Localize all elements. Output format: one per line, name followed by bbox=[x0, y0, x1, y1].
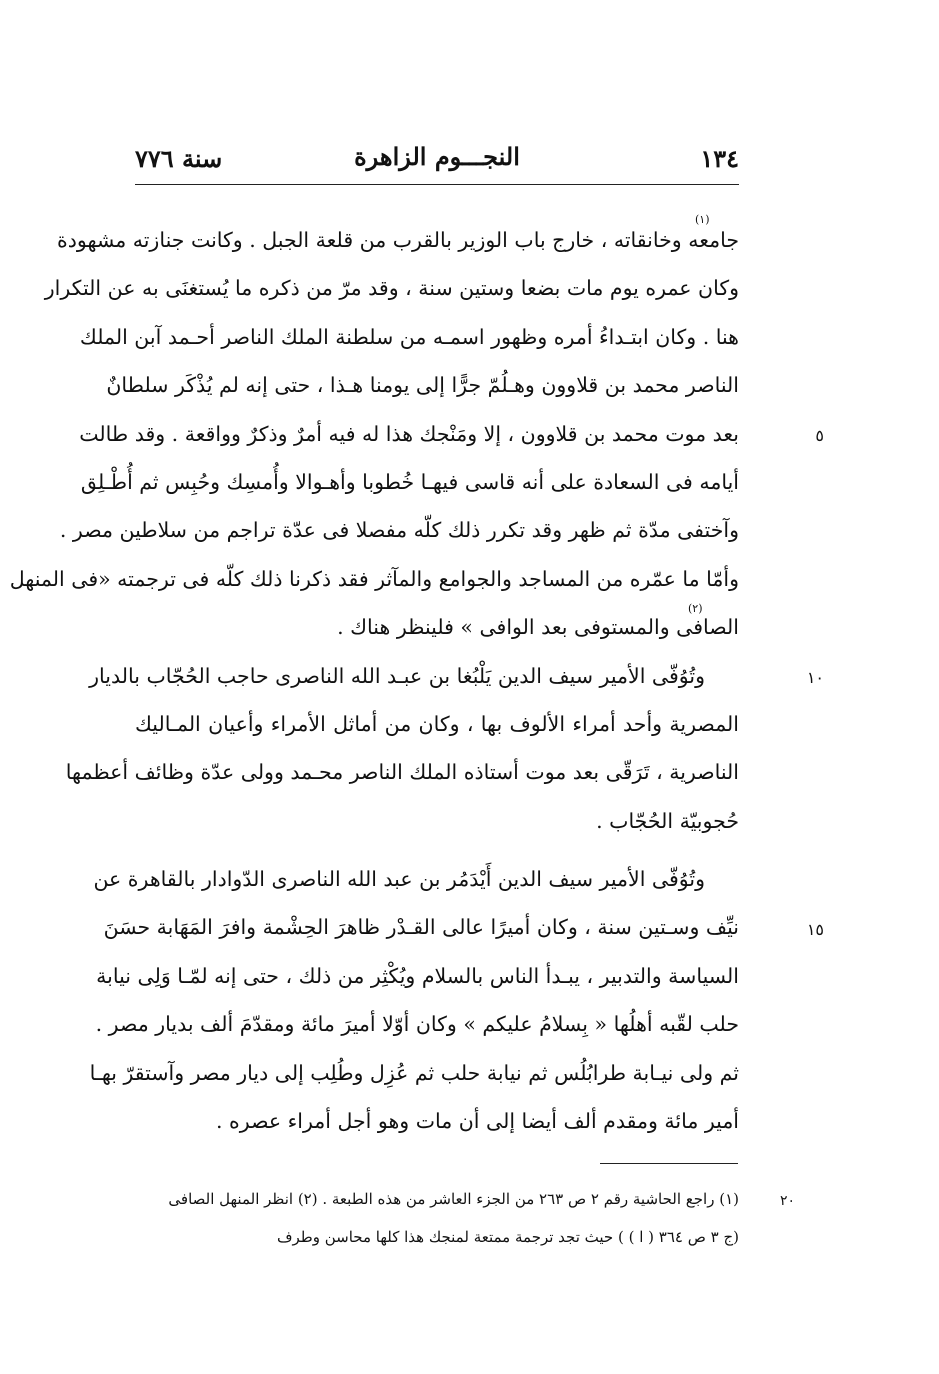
footnote-rule bbox=[600, 1163, 738, 1164]
line-number: ٢٠ bbox=[780, 1193, 796, 1209]
line-number: ١٥ bbox=[806, 920, 824, 939]
footnote-line: (ج ٣ ص ٣٦٤ ( ا ) ) حيث تجد ترجمة ممتعة لمنجك هذا كلها محاسن وطرف bbox=[276, 1228, 739, 1246]
text-line: الصافى والمستوفى بعد الوافى » فلينظر هناك . bbox=[337, 615, 739, 640]
note-marker: (٢) bbox=[688, 602, 703, 615]
footnotes bbox=[135, 1180, 739, 1256]
text-line: الناصر محمد بن قلاوون وهـلُمّ جرًّا إلى يومنا هـذا ، حتى إنه لم يُذْكَر سلطانٌ bbox=[106, 373, 739, 398]
text-line: أيامه فى السعادة على أنه قاسى فيهـا خُطوبا وأهـوالا وأُمسِك وحُبِس ثم أُطْـلِق bbox=[80, 469, 739, 494]
page-header bbox=[135, 140, 739, 180]
text-line: السياسة والتدبير ، يبـدأ الناس بالسلام ويُكْثِر من ذلك ، حتى إنه لمّـا وَلِى نيابة bbox=[96, 963, 739, 988]
text-line: حُجوبيّة الحُجّاب . bbox=[596, 808, 739, 833]
text-line: بعد موت محمد بن قلاوون ، إلا ومَنْجك هذا له فيه أمرٌ وذكرٌ وواقعة . وقد طالت bbox=[79, 421, 739, 446]
text-line: أمير مائة ومقدم ألف أيضا إلى أن مات وهو أجل أمراء عصره . bbox=[216, 1109, 739, 1134]
body-text bbox=[9, 216, 739, 1145]
text-line: هنا . وكان ابتـداءُ أمره وظهور اسمـه من سلطنة الملك الناصر أحـمد آبن الملك bbox=[79, 324, 739, 349]
text-line: وأمّا ما عمّره من المساجد والجوامع والمآثر فقد ذكرنا ذلك كلّه فى ترجمته «فى المنهل bbox=[9, 566, 739, 591]
text-line: المصرية وأحد أمراء الألوف بها ، وكان من أماثل الأمراء وأعيان المـاليك bbox=[135, 711, 739, 736]
text-line: وكان عمره يوم مات بضعا وستين سنة ، وقد مرّ من ذكره ما يُستغنَى به عن التكرار bbox=[44, 276, 739, 301]
line-number: ٥ bbox=[815, 426, 824, 445]
text-line: وآختفى مدّة ثم ظهر وقد تكرر ذلك كلّه مفصلا فى عدّة تراجم من سلاطين مصر . bbox=[59, 518, 739, 543]
text-line: وتُوُفّى الأمير سيف الدين أَيْدَمُر بن عبد الله الناصرى الدّوادار بالقاهرة عن bbox=[93, 867, 705, 892]
line-number: ١٠ bbox=[806, 668, 824, 687]
text-line: ثم ولى نيـابة طرابُلُس ثم نيابة حلب ثم عُزِل وطُلِب إلى ديار مصر وآستقرّ بهـا bbox=[89, 1060, 739, 1085]
text-line: الناصرية ، تَرَقّى بعد موت أستاذه الملك الناصر محـمد وولى عدّة وظائف أعظمها bbox=[65, 760, 739, 785]
page-number: ١٣٤ bbox=[700, 144, 739, 173]
header-year: سنة ٧٧٦ bbox=[135, 144, 223, 173]
text-line: وتُوُفّى الأمير سيف الدين يَلْبُغا بن عبـد الله الناصرى حاجب الحُجّاب بالديار bbox=[89, 663, 705, 688]
footnote-line: (١) راجع الحاشية رقم ٢ ص ٢٦٣ من الجزء العاشر من هذه الطبعة . (٢) انظر المنهل الصافى bbox=[168, 1190, 739, 1208]
running-title: النجـــوم الزاهرة bbox=[354, 142, 520, 171]
note-marker: (١) bbox=[695, 213, 710, 226]
text-line: جامعه وخانقاته ، خارج باب الوزير بالقرب من قلعة الجبل . وكانت جنازته مشهودة bbox=[57, 228, 739, 252]
text-line: حلب لقّبه أهلُها « بِسلامُ عليكم » وكان أوّلا أميرَ مائة ومقدّمَ ألف بديار مصر . bbox=[95, 1012, 739, 1037]
header-rule bbox=[135, 184, 739, 185]
text-line: نيِّف وسـتين سنة ، وكان أميرًا عالى القـدْر ظاهرَ الحِشْمة وافرَ المَهَابة حسَنَ bbox=[103, 915, 739, 940]
